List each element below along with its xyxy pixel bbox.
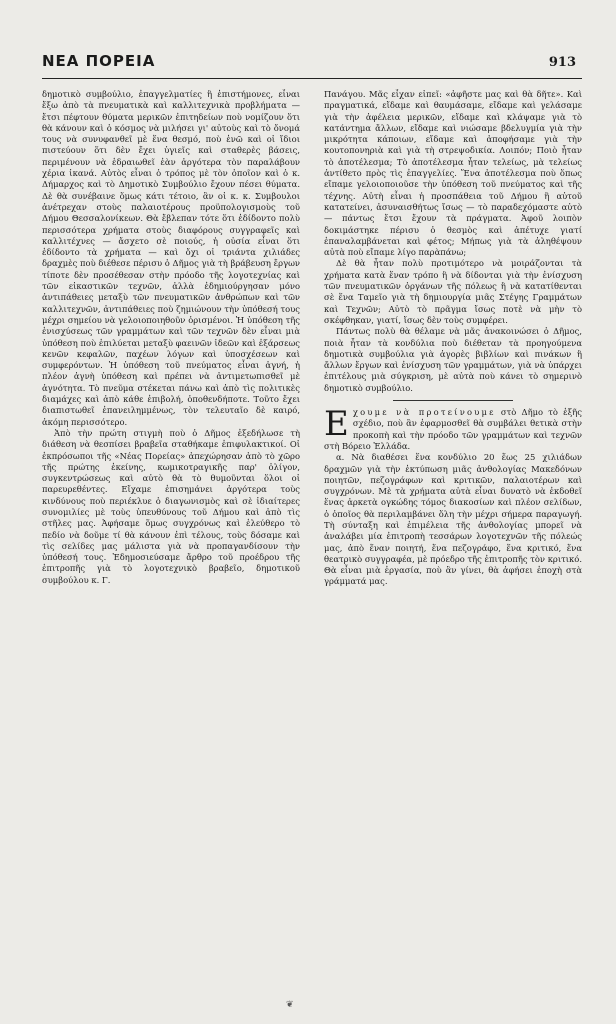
- page-number: 913: [548, 55, 576, 70]
- left-paragraph-1: δημοτικὸ συμβούλιο, ἐπαγγελματίες ἢ ἐπιστήμονες, εἶναι ἔξω ἀπὸ τὰ πνευματικὰ καὶ καλλιτεχνικὰ προβλήματα — ἔτσι πέφτουν θύματα μερικῶν ἐπιτηδείων ποὺ νομίζουν ὅτι θὰ κάνουν καὶ ὁ κόσμος νὰ μιλήσει γι' αὐτοὺς καὶ τὸ ὄνομά τους νὰ συνυφανθεῖ μὲ ἕνα θεσμό, ποὺ ἐνῶ καὶ οἱ ἴδιοι πιστεύουν ὅτι δὲν ἔχει ὑγιεῖς καὶ σταθερὲς βάσεις, περιμένουν νὰ ἑδραιωθεῖ ἐὰν ἀργότερα τὸν παραλάβουν χέρια ἱκανά. Αὐτὸς εἶναι ὁ τρόπος μὲ τὸν ὁποῖον καὶ ὁ κ. Δήμαρχος καὶ τὸ Δημοτικὸ Συμβούλιο ἔχουν πέσει θύματα. Δὲ θὰ συνέβαινε ὅμως κάτι τέτοιο, ἂν οἱ κ. κ. Συμβουλοι ἀνέτρεχαν στοὺς παλαιοτέρους προϋπολογισμοὺς τοῦ Δήμου Θεσσαλονίκεων. Θὰ ἔβλεπαν τότε ὅτι ἐδίδοντο πολὺ περισσότερα χρήματα στοὺς διαφόρους συγγραφεῖς καὶ καλλιτέχνες — ἄσχετο σὲ ποιούς, ἡ οὐσία εἶναι ὅτι ἐδίδοντο τὰ χρήματα — καὶ ὄχι οἱ τριάντα χιλιάδες δραχμὲς ποὺ διέθεσε πέρισυ ὁ Δῆμος γιὰ τὴ βράβευση ἔργων τίποτε δὲν προσέθεσαν στὴν πρόοδο τῆς λογοτεχνίας καὶ τῶν εἰκαστικῶν τεχνῶν, ἀλλὰ ἐδημιούργησαν μόνο ἀντιπάθειες μεταξὺ τῶν πνευματικῶν ἀνθρώπων καὶ τῶν καλλιτεχνῶν, ἀντιπάθειες ποὺ ζημιώνουν τὴν ὑπόθεσή τους μέχρι σημείου νὰ γελοιοποιηθοῦν ὁρισμένοι. Ἡ ὑπόθεση τῆς ἐνισχύσεως τῶν γραμμάτων καὶ τῶν τεχνῶν δὲν εἶναι μιὰ ὑπόθεση ποὺ ἐπιλύεται μεταξὺ φαεινῶν ἰδεῶν καὶ ἐξάρσεως κενῶν κεφαλῶν, παχέων λόγων καὶ ὑποσχέσεων καὶ συμφερόντων. Ἡ ὑπόθεση τοῦ πνεύματος εἶναι ἁγνή, ἡ πλέον ἁγνὴ ὑπόθεση καὶ πρέπει νὰ ἀντιμετωπισθεῖ μὲ ἁγνότητα. Τὸ πνεῦμα στέκεται πάνω καὶ ἀπὸ τὶς πολιτικὲς διαμάχες καὶ ἀπὸ κάθε ἐπιβολή, ὁποθενδήποτε. Τοῦτο ἔχει διαπιστωθεῖ ἐπανειλημμένως, τὸν τελευταῖο δὲ καιρό, ἀκόμη περισσότερο.: [42, 89, 300, 427]
- text-columns: [42, 89, 582, 879]
- right-paragraph-2: Δὲ θὰ ἦταν πολὺ προτιμότερο νὰ μοιράζονται τὰ χρήματα κατὰ ἕναν τρόπο ἢ νὰ δίδονται γιὰ τὴν ἐνίσχυση τῶν πνευματικῶν ὀργάνων τῆς πόλεως ἢ νὰ κατατίθενται σὲ ἕνα Ταμεῖο γιὰ τὴ δημιουργία μιᾶς Στέγης Γραμμάτων καὶ Τεχνῶν; Αὐτὸ τὸ πρᾶγμα ἴσως ποτὲ νὰ μὴν τὸ σκέφθηκαν, γιατί, ἴσως δὲν τοὺς συμφέρει.: [324, 258, 582, 325]
- proposal-spaced-text: χουμε νὰ προτείνουμε: [352, 407, 496, 418]
- drop-cap: Ε: [324, 404, 349, 445]
- proposal-intro: [324, 404, 582, 452]
- running-header: [42, 52, 582, 79]
- right-paragraph-3: Πάντως πολὺ θὰ θέλαμε νὰ μᾶς ἀνακοινώσει ὁ Δῆμος, ποιὰ ἦταν τὰ κονδύλια ποὺ διέθεταν τὰ προηγούμενα δημοτικὰ συμβούλια γιὰ ἀγορὲς βιβλίων καὶ πινάκων ἢ ἄλλων ἔργων καὶ ἐνίσχυση τῶν γραμμάτων, γιὰ νὰ ὑπάρχει ἐπιτέλους μιὰ σύγκριση, μὲ αὐτὰ ποὺ κάνει τὸ σημερινὸ δημοτικὸ συμβούλιο.: [324, 326, 582, 393]
- printer-ornament: ❦: [286, 1000, 294, 1010]
- left-paragraph-2: Ἀπὸ τὴν πρώτη στιγμὴ ποὺ ὁ Δῆμος ἐξεδήλωσε τὴ διάθεση νὰ θεσπίσει βραβεῖα σταθήκαμε ἐπιφυλακτικοί. Οἱ ἐκπρόσωποι τῆς «Νέας Πορείας» ἀπεχώρησαν ἀπὸ τὸ χῶρο τῆς πρώτης ἐκείνης, κωμικοτραγικῆς παρ' ὀλίγον, συγκεντρώσεως καὶ αὐτὸ θὰ τὸ θυμοῦνται ὅλοι οἱ παρευρεθέντες. Εἴχαμε ἐπισημάνει ἀργότερα τοὺς κινδύνους ποὺ περιέκλυε ὁ διαγωνισμὸς καὶ σὲ ἰδιαίτερες συνομιλίες μὲ τοὺς ὑπευθύνους τοῦ Δήμου καὶ ἀπὸ τὶς στῆλες μας. Ἀφήσαμε ὅμως συγχρόνως καὶ ἐλεύθερο τὸ πεδίο νὰ δοῦμε τί θὰ κάνουν ἐπὶ τέλους, τοὺς δόσαμε καὶ τὶς σελίδες μας μάλιστα γιὰ νὰ προπαγανδίσουν τὴν ὑπόθεσή τους. Ἐδημοσιεύσαμε ἄρθρο τοῦ προέδρου τῆς ἐπιτροπῆς γιὰ τὸ λογοτεχνικὸ βραβεῖο, δημοτικοῦ συμβούλου κ. Γ.: [42, 427, 300, 585]
- right-column: [324, 89, 582, 879]
- left-column: [42, 89, 300, 879]
- journal-name: ΝΕΑ ΠΟΡΕΙΑ: [42, 52, 156, 70]
- section-divider: [393, 400, 513, 401]
- proposal-item-a: α. Νὰ διαθέσει ἕνα κονδύλιο 20 ἕως 25 χιλιάδων δραχμῶν γιὰ τὴν ἐκτύπωση μιᾶς ἀνθολογίας Μακεδόνων ποιητῶν, πεζογράφων καὶ κριτικῶν, παλαιοτέρων καὶ συγχρόνων. Μὲ τὰ χρήματα αὐτὰ εἶναι δυνατὸ νὰ ἐκδοθεῖ ἕνας ἀρκετὰ ογκώδης τόμος διακοσίων καὶ πλέον σελίδων, ὁ ὁποῖος θὰ περιλαμβάνει ὅλη τὴν μέχρι σήμερα παραγωγή. Τὴ σύνταξη καὶ ἐπιμέλεια τῆς ἀνθολογίας μπορεῖ νὰ ἀναλάβει μία ἐπιτροπὴ τεσσάρων λογοτεχνῶν τῆς πόλεώς μας, ἀπὸ ἕναν ποιητή, ἕνα πεζογράφο, ἕνα κριτικό, ἕνα θεατρικὸ συγγραφέα, μὲ πρόεδρο τῆς ἐπιτροπῆς τὸν κριτικό. Θὰ εἶναι μιὰ ἐργασία, ποὺ ἂν γίνει, θὰ ἀφήσει ἐποχὴ στὰ γράμματά μας.: [324, 452, 582, 587]
- right-paragraph-1: Πανάγου. Μᾶς εἶχαν εἰπεῖ: «ἀφῆστε μας καὶ θὰ δῆτε». Καὶ πραγματικά, εἴδαμε καὶ θαυμάσαμε, εἴδαμε καὶ γελάσαμε γιὰ τὴν ἀφέλεια μερικῶν, εἴδαμε καὶ κλάψαμε γιὰ τὸ κατάντημα ἄλλων, εἴδαμε καὶ νιώσαμε βδελυγμία γιὰ τὴν μικρότητα κάποιων, εἴδαμε καὶ ἀποφήσαμε γιὰ τὴν κουτοπονηριὰ καὶ γιὰ τὴ στρεψοδικία. Λοιπόν; Ποιὸ ἦταν τὸ ἀποτέλεσμα; Τὸ ἀποτέλεσμα ἦταν τελείως, μὰ τελείως ἀντίθετο πρὸς τὶς ἐπαγγελίες. Ἕνα ἀποτέλεσμα ποὺ ὅπως εἴπαμε γελοιοποιοῦσε τὴν ὑπόθεση τοῦ πνεύματος καὶ τῆς τέχνης. Αὐτὴ εἶναι ἡ προσπάθεια τοῦ Δήμου ἢ αὐτοῦ κατατείνει, ἀσυναισθήτως ἴσως — τὸ παραδεχόμαστε αὐτὸ — πάντως ἔτσι ἔχουν τὰ πράγματα. Ἀφοῦ λοιπὸν δοκιμάστηκε πέρισυ ὁ θεσμὸς καὶ ἀπέτυχε γιατί ἐπαναλαμβάνεται καὶ φέτος; Μήπως γιὰ τὰ ἀληθέψουν αὐτὰ ποὺ εἴπαμε λίγο παρὰπάνω;: [324, 89, 582, 258]
- proposal-intro-text: στὸ Δῆμο τὸ ἑξῆς σχέδιο, ποὺ ἂν ἐφαρμοσθεῖ θὰ συμβάλει θετικὰ στὴν προκοπὴ καὶ τὴν πρόοδο τῶν γραμμάτων καὶ τεχνῶν στὴ Βόρειο Ἑλλάδα.: [324, 407, 582, 451]
